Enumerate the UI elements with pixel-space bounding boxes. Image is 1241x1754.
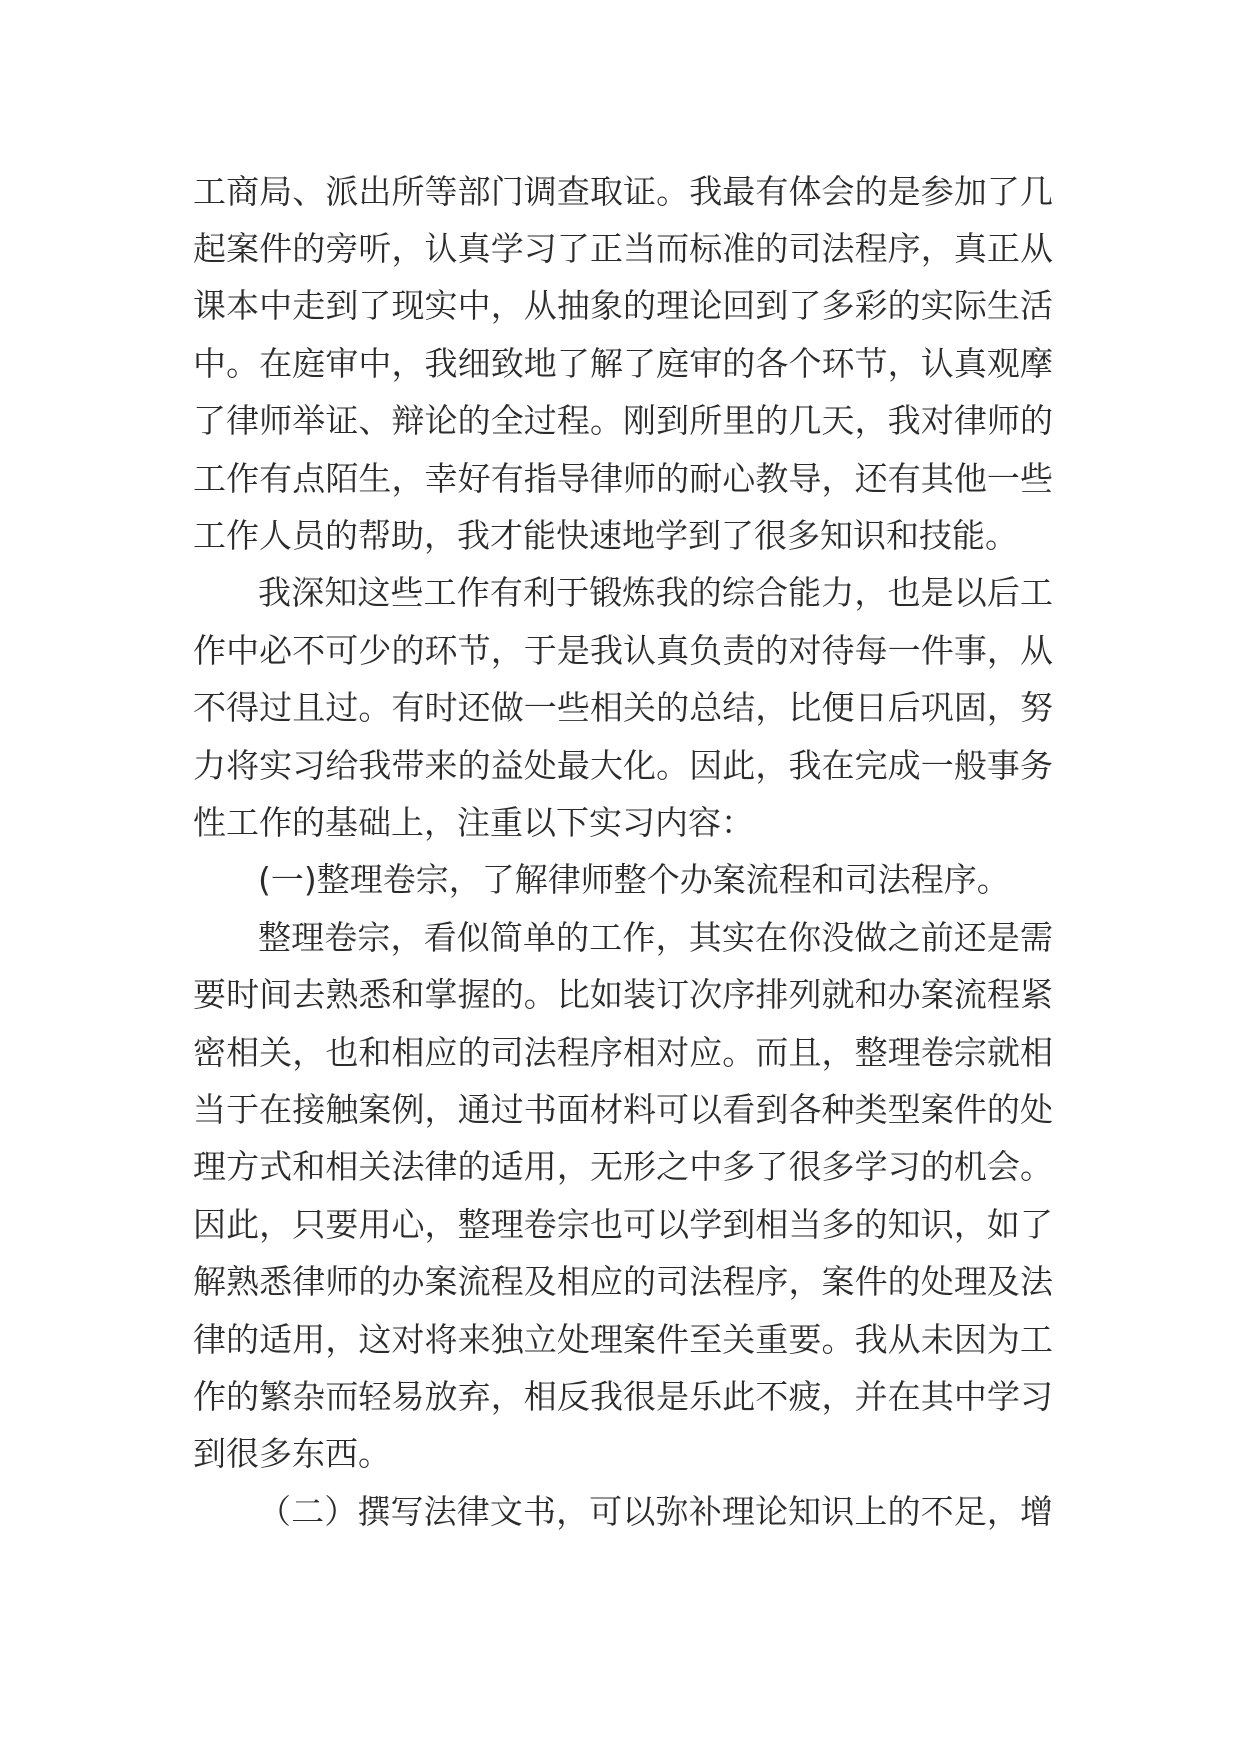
text-line: 中。在庭审中，我细致地了解了庭审的各个环节，认真观摩 (193, 344, 1053, 383)
paragraph-first-line: 整理卷宗，看似简单的工作，其实在你没做之前还是需 (258, 918, 1053, 957)
section-heading: （二）撰写法律文书，可以弥补理论知识上的不足，增 (258, 1492, 1053, 1531)
text-line: 工作有点陌生，幸好有指导律师的耐心教导，还有其他一些 (193, 459, 1053, 498)
text-line: 工作人员的帮助，我才能快速地学到了很多知识和技能。 (193, 516, 1018, 555)
paragraph-first-line: 我深知这些工作有利于锻炼我的综合能力，也是以后工 (258, 573, 1053, 612)
text-line: 课本中走到了现实中，从抽象的理论回到了多彩的实际生活 (193, 286, 1053, 325)
text-line: 理方式和相关法律的适用，无形之中多了很多学习的机会。 (193, 1147, 1053, 1186)
text-line: 力将实习给我带来的益处最大化。因此，我在完成一般事务 (193, 746, 1053, 785)
section-heading: (一)整理卷宗，了解律师整个办案流程和司法程序。 (258, 860, 1010, 899)
text-line: 到很多东西。 (193, 1434, 391, 1473)
text-line: 解熟悉律师的办案流程及相应的司法程序，案件的处理及法 (193, 1262, 1053, 1301)
text-line: 了律师举证、辩论的全过程。刚到所里的几天，我对律师的 (193, 401, 1053, 440)
text-line: 律的适用，这对将来独立处理案件至关重要。我从未因为工 (193, 1320, 1053, 1359)
text-line: 性工作的基础上，注重以下实习内容： (193, 803, 754, 842)
text-line: 不得过且过。有时还做一些相关的总结，比便日后巩固，努 (193, 688, 1053, 727)
text-line: 因此，只要用心，整理卷宗也可以学到相当多的知识，如了 (193, 1205, 1053, 1244)
text-line: 工商局、派出所等部门调查取证。我最有体会的是参加了几 (193, 172, 1053, 211)
text-line: 密相关，也和相应的司法程序相对应。而且，整理卷宗就相 (193, 1033, 1053, 1072)
text-line: 要时间去熟悉和掌握的。比如装订次序排列就和办案流程紧 (193, 975, 1053, 1014)
text-line: 作的繁杂而轻易放弃，相反我很是乐此不疲，并在其中学习 (193, 1377, 1053, 1416)
text-line: 作中必不可少的环节，于是我认真负责的对待每一件事，从 (193, 631, 1053, 670)
text-line: 起案件的旁听，认真学习了正当而标准的司法程序，真正从 (193, 229, 1053, 268)
text-line: 当于在接触案例，通过书面材料可以看到各种类型案件的处 (193, 1090, 1053, 1129)
